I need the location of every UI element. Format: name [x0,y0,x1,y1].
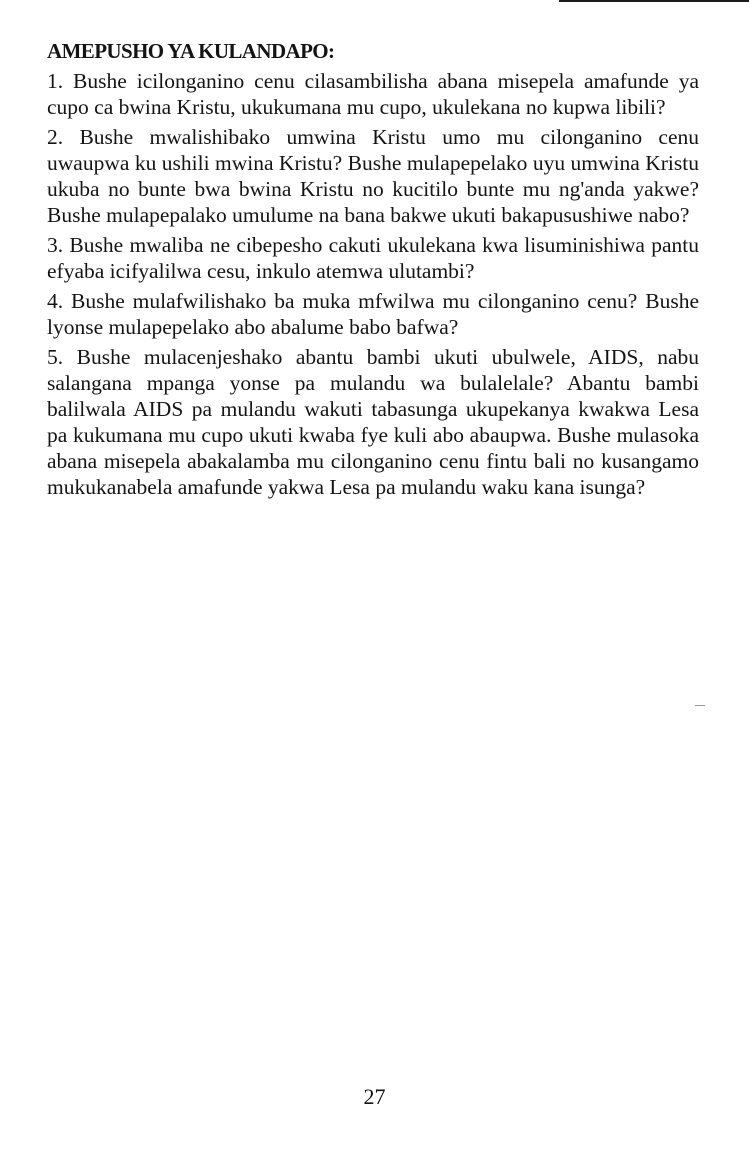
page-content [47,38,699,504]
question-3: 3. Bushe mwaliba ne cibepesho cakuti ukulekana kwa lisuminishiwa pantu efyaba icifyalilwa cesu, inkulo atemwa ulutambi? [47,233,699,283]
page-number: 27 [363,1084,386,1109]
question-5: 5. Bushe mulacenjeshako abantu bambi ukuti ubulwele, AIDS, nabu salangana mpanga yonse pa mulandu wa bulalelale? Abantu bambi balilwala AIDS pa mulandu wakuti tabasunga ukupekanya kwakwa Lesa pa kukumana mu cupo ukuti kwaba fye kuli abo abaupwa. Bushe mulasoka abana misepela abakalamba mu cilonganino cenu fintu bali no kusangamo mukukanabela amafunde yakwa Lesa pa mulandu waku kana isunga? [47,345,699,499]
question-1: 1. Bushe icilonganino cenu cilasambilisha abana misepela amafunde ya cupo ca bwina Kristu, ukukumana mu cupo, ukulekana no kupwa libili? [47,69,699,119]
top-edge-rule [559,0,749,2]
question-4: 4. Bushe mulafwilishako ba muka mfwilwa mu cilonganino cenu? Bushe lyonse mulapepelako abo abalume babo bafwa? [47,289,699,339]
scan-speck [695,705,705,706]
section-heading: AMEPUSHO YA KULANDAPO: [47,39,335,63]
question-2: 2. Bushe mwalishibako umwina Kristu umo mu cilonganino cenu uwaupwa ku ushili mwina Kristu? Bushe mulapepelako uyu umwina Kristu ukuba no bunte bwa bwina Kristu no kucitilo bunte mu ng'anda yakwe? Bushe mulapepalako umulume na bana bakwe ukuti bakapusushiwe nabo? [47,125,699,227]
